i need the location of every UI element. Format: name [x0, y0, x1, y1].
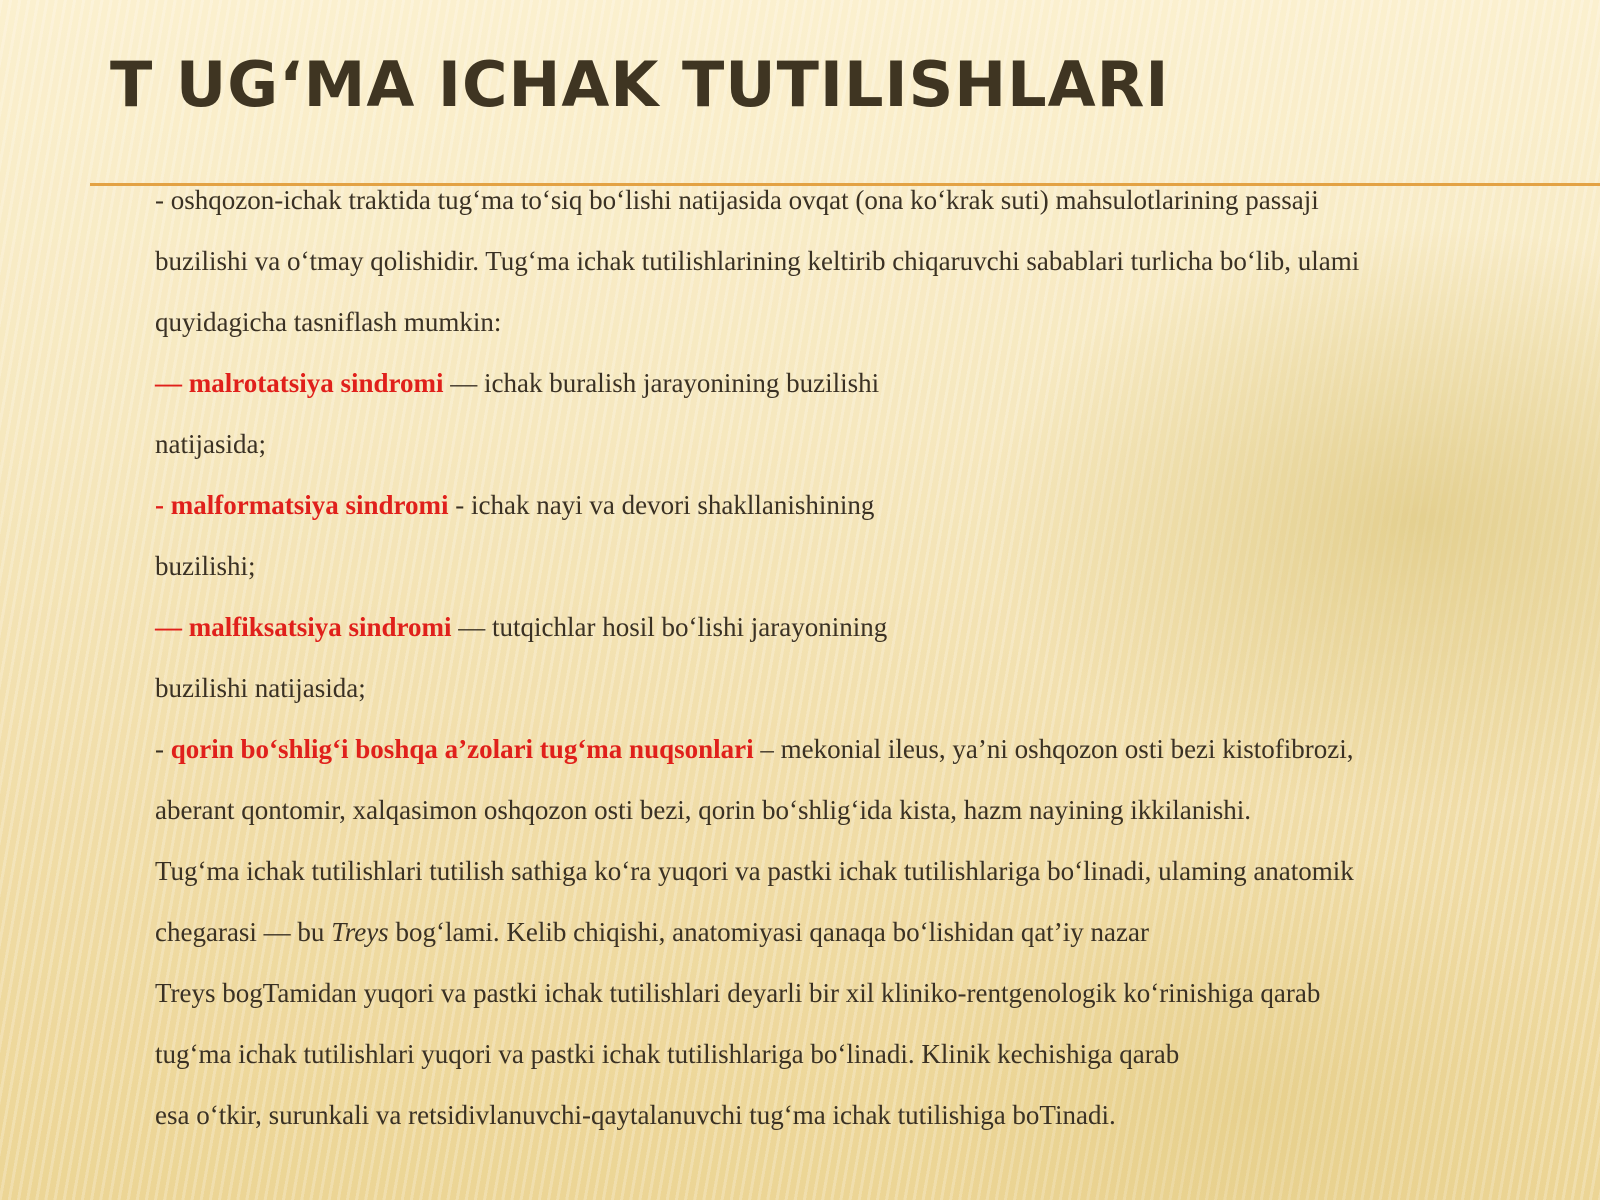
- text-line: Tug‘ma ichak tutilishlari tutilish sathiga ko‘ra yuqori va pastki ichak tutilishlariga bo‘linadi, ulaming anatomik: [155, 856, 1354, 886]
- term-description: — ichak buralish jarayonining buzilishi: [443, 368, 880, 398]
- list-prefix: -: [155, 734, 171, 764]
- list-item-malformatsiya: [155, 475, 1575, 536]
- slide-title: T UG‘MA ICHAK TUTILISHLARI: [110, 48, 1170, 121]
- text-line: Treys bogTamidan yuqori va pastki ichak tutilishlari deyarli bir xil kliniko-rentgenologik ko‘rinishiga qarab: [155, 978, 1321, 1008]
- term-malformatsiya: - malformatsiya sindromi: [155, 490, 449, 520]
- text-line: aberant qontomir, xalqasimon oshqozon osti bezi, qorin bo‘shlig‘ida kista, hazm nayining ikkilanishi.: [155, 795, 1251, 825]
- text-line: esa o‘tkir, surunkali va retsidivlanuvchi-qaytalanuvchi tug‘ma ichak tutilishiga boTinadi.: [155, 1100, 1116, 1130]
- text-line: quyidagicha tasniflash mumkin:: [155, 307, 502, 337]
- text-line: [155, 902, 1575, 963]
- text-segment: bog‘lami. Kelib chiqishi, anatomiyasi qanaqa bo‘lishidan qat’iy nazar: [388, 917, 1149, 947]
- term-other-defects: qorin bo‘shlig‘i boshqa a’zolari tug‘ma nuqsonlari: [170, 734, 754, 764]
- term-description: – mekonial ileus, ya’ni oshqozon osti bezi kistofibrozi,: [753, 734, 1354, 764]
- list-item-malrotatsiya: [155, 353, 1575, 414]
- text-line: buzilishi va o‘tmay qolishidir. Tug‘ma ichak tutilishlarining keltirib chiqaruvchi sabablari turlicha bo‘lib, ulami: [155, 246, 1360, 276]
- term-description: - ichak nayi va devori shakllanishining: [448, 490, 875, 520]
- text-line: buzilishi natijasida;: [155, 673, 366, 703]
- text-line: buzilishi;: [155, 551, 256, 581]
- term-description: — tutqichlar hosil bo‘lishi jarayonining: [451, 612, 888, 642]
- text-segment: chegarasi — bu: [155, 917, 332, 947]
- text-line: natijasida;: [155, 429, 266, 459]
- list-item-other-defects: [155, 719, 1575, 780]
- term-malrotatsiya: — malrotatsiya sindromi: [155, 368, 444, 398]
- italic-term: Treys: [331, 917, 389, 947]
- term-malfiksatsiya: — malfiksatsiya sindromi: [155, 612, 452, 642]
- text-line: - oshqozon-ichak traktida tug‘ma to‘siq bo‘lishi natijasida ovqat (ona ko‘krak suti) mahsulotlarining passaji: [155, 185, 1319, 215]
- slide-body: [155, 170, 1575, 1146]
- text-line: tug‘ma ichak tutilishlari yuqori va pastki ichak tutilishlariga bo‘linadi. Klinik kechishiga qarab: [155, 1039, 1180, 1069]
- list-item-malfiksatsiya: [155, 597, 1575, 658]
